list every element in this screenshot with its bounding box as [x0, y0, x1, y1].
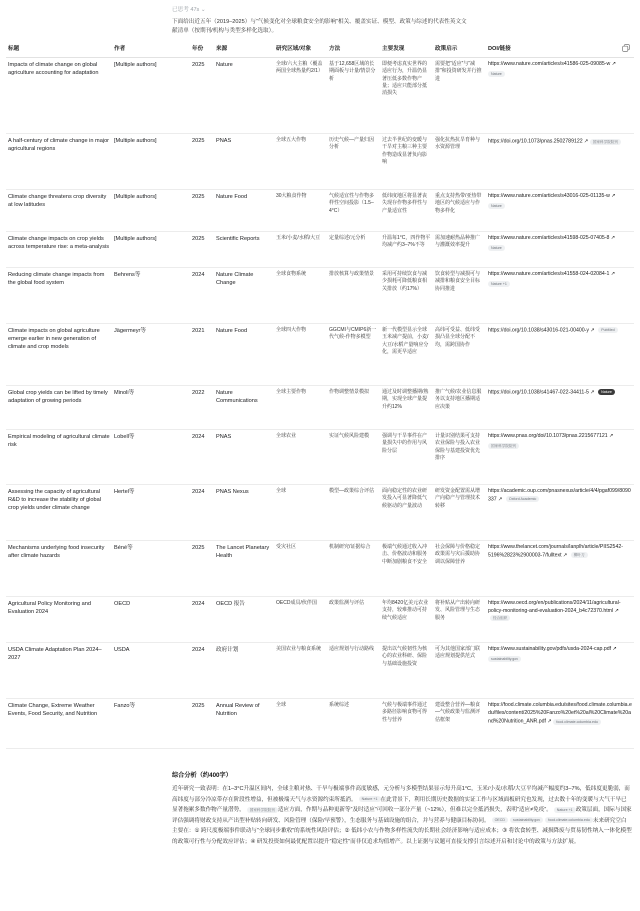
cell-findings: 面向稳定性的农业研发投入可显著降低气候驱动的产量波动	[380, 485, 433, 541]
cell-source: Annual Review of Nutrition	[214, 699, 274, 749]
table-row	[6, 386, 634, 430]
table-row	[6, 324, 634, 386]
source-badge[interactable]: Oxford Academic	[506, 496, 539, 502]
source-badge[interactable]: 国家科学院院刊	[590, 139, 621, 145]
cell-region: 美国农业与粮食系统	[274, 643, 327, 699]
cell-link	[486, 190, 634, 232]
cell-policy: 强化抗热抗旱育种与水资源管理	[433, 134, 486, 190]
cell-link	[486, 324, 634, 386]
cell-link	[486, 541, 634, 597]
cell-findings: 通过及时调整播期/熟期，实现全球产量提升约12%	[380, 386, 433, 430]
table-row	[6, 134, 634, 190]
doi-link[interactable]: https://www.nature.com/articles/s41558-024-02084-1 ↗	[488, 271, 616, 278]
cell-policy: 社会保障与价格稳定政策需与灾后援助协调以保障营养	[433, 541, 486, 597]
cell-year: 2024	[190, 643, 214, 699]
cell-year: 2022	[190, 386, 214, 430]
cell-method: 模型—政策综合评估	[327, 485, 380, 541]
table-row	[6, 485, 634, 541]
citation-badge[interactable]: Nature +1	[359, 796, 381, 802]
doi-link[interactable]: https://www.oecd.org/en/publications/2024/11/agricultural-policy-monitoring-and-evaluation-2024_b4c72370.html ↗	[488, 600, 621, 614]
cell-method: GGCMI与CMIP6新一代气候-作物多模型	[327, 324, 380, 386]
cell-policy: 需要把“适应”与“减排”和投资研发并行推进	[433, 58, 486, 134]
table-row	[6, 430, 634, 485]
doi-link[interactable]: https://doi.org/10.1038/s41467-022-34411-5 ↗	[488, 389, 595, 396]
cell-method: 排放核算与政策情景	[327, 268, 380, 324]
table-row	[6, 699, 634, 749]
column-header: 方法	[327, 43, 380, 58]
cell-policy: 重点支持热带/亚热带地区的气候适应与作物多样化	[433, 190, 486, 232]
table-row	[6, 58, 634, 134]
cell-authors: Hertel等	[112, 485, 190, 541]
summary-text: 未来研究空白主要在：① 跨尺度极端事件联动与“全球同步歉收”的系统性风险评估；② 低纬小农与作物多样性流失的长期社会经济影响与适应成本；③ 将饮食转型、减损降废与贸易韧性纳入一体化模型的政策可行性与分配效应评估；④ 研发投资如何最优配置以提升“稳定性”而非仅追求均值增产。以上证据与议题可直接支撑引言综述开启和讨论中的政策与方法扩展。	[172, 817, 632, 846]
doi-link[interactable]: https://www.sustainability.gov/pdfs/usda-2024-cap.pdf ↗	[488, 646, 617, 653]
column-header: 主要发现	[380, 43, 433, 58]
cell-region: 全球四大作物	[274, 324, 327, 386]
cell-year: 2024	[190, 597, 214, 643]
cell-policy: 研发资金配置需从增产向稳产与管理技术转移	[433, 485, 486, 541]
cell-source: Nature Food	[214, 324, 274, 386]
cell-source: Nature Food	[214, 190, 274, 232]
cell-policy: 高纬可受益、低纬受损凸显全球分配不均，需跨国协作	[433, 324, 486, 386]
source-badge[interactable]: Nature	[598, 389, 615, 395]
doi-link[interactable]: https://www.nature.com/articles/s43016-025-01135-w ↗	[488, 193, 616, 200]
cell-authors: [Multiple authors]	[112, 190, 190, 232]
source-badge[interactable]: PubMed	[598, 327, 617, 333]
cell-authors: [Multiple authors]	[112, 58, 190, 134]
cell-title: Empirical modeling of agricultural climate risk	[6, 430, 112, 485]
table-row	[6, 597, 634, 643]
source-badge[interactable]: 国家科学院院刊	[488, 443, 519, 449]
cell-year: 2024	[190, 485, 214, 541]
cell-authors: Fanzo等	[112, 699, 190, 749]
table-row	[6, 232, 634, 268]
cell-title: A half-century of climate change in major agricultural regions	[6, 134, 112, 190]
cell-findings: 过去半世纪的变暖与干旱对主粮三种主要作物造成显著负向影响	[380, 134, 433, 190]
cell-region: 全球食物系统	[274, 268, 327, 324]
doi-link[interactable]: https://academic.oup.com/pnasnexus/article/4/4/pgaf099/8090337 ↗	[488, 488, 631, 503]
cell-source: PNAS	[214, 134, 274, 190]
column-header: 作者	[112, 43, 190, 58]
cell-method: 机制研究/证据综合	[327, 541, 380, 597]
cell-title: Agricultural Policy Monitoring and Evaluation 2024	[6, 597, 112, 643]
cell-findings: 采用可持续饮食与减少损耗可降低粮食相关排放（约17%）	[380, 268, 433, 324]
cell-findings: 提出以气候韧性为核心的农业科研、保险与基础设施投资	[380, 643, 433, 699]
cell-method: 作物调整情景模拟	[327, 386, 380, 430]
source-badge[interactable]: Nature	[488, 203, 505, 209]
table-row	[6, 643, 634, 699]
source-badge[interactable]: food.climate.columbia.edu	[553, 719, 601, 725]
cell-source: The Lancet Planetary Health	[214, 541, 274, 597]
cell-year: 2025	[190, 190, 214, 232]
cell-link	[486, 58, 634, 134]
cell-link	[486, 386, 634, 430]
cell-year: 2025	[190, 58, 214, 134]
cell-link	[486, 485, 634, 541]
cell-authors: Minoli等	[112, 386, 190, 430]
cell-authors: Béné等	[112, 541, 190, 597]
table-row	[6, 268, 634, 324]
cell-findings: 极端气候通过收入冲击、价格波动和服务中断加剧粮食不安全	[380, 541, 433, 597]
cell-policy: 需加速耐热品种推广与灌溉效率提升	[433, 232, 486, 268]
cell-method: 定量综述/元分析	[327, 232, 380, 268]
cell-method: 适应规划与行动路线	[327, 643, 380, 699]
cell-authors: USDA	[112, 643, 190, 699]
cell-region: 30大粮食作物	[274, 190, 327, 232]
column-header: DOI/链接	[486, 43, 634, 58]
cell-year: 2025	[190, 541, 214, 597]
cell-year: 2025	[190, 232, 214, 268]
cell-link	[486, 699, 634, 749]
table-header-row	[6, 43, 634, 58]
source-badge[interactable]: Nature	[488, 245, 505, 251]
doi-link[interactable]: https://www.nature.com/articles/s41586-025-09085-w ↗	[488, 61, 617, 68]
cell-region: 全球	[274, 485, 327, 541]
cell-method: 历史气候—产量归因分析	[327, 134, 380, 190]
cell-region: OECD成员/伙伴国	[274, 597, 327, 643]
cell-findings: 升温每1°C，四作物平均减产约3–7%不等	[380, 232, 433, 268]
cell-link	[486, 430, 634, 485]
cell-source: Nature	[214, 58, 274, 134]
source-badge[interactable]: 经合组织	[490, 615, 510, 621]
references-table	[6, 43, 634, 749]
cell-source: PNAS Nexus	[214, 485, 274, 541]
source-badge[interactable]: Nature +1	[488, 281, 510, 287]
cell-policy: 饮食转型与减损可与减排和粮食安全目标协同推进	[433, 268, 486, 324]
doi-link[interactable]: https://food.climate.columbia.edu/sites/food.climate.columbia.edu/files/content/2025%20Fanzo%20et%20al%20Climate%20and%20Nutrition_ANR.pdf ↗	[488, 702, 632, 725]
summary-text: 政策层面，国际与国家评估强调将财政支持从产出型补贴转向研发、风险管理（保险/早预警），生态服务与基础设施的组合，并与营养与健康目标协同。	[172, 807, 632, 824]
cell-title: Climate change threatens crop diversity at low latitudes	[6, 190, 112, 232]
cell-authors: Behrens等	[112, 268, 190, 324]
cell-region: 玉米/小麦/水稻/大豆	[274, 232, 327, 268]
source-badge[interactable]: sustainability.gov	[488, 656, 521, 662]
cell-region: 受灾社区	[274, 541, 327, 597]
cell-link	[486, 597, 634, 643]
cell-authors: OECD	[112, 597, 190, 643]
cell-authors: [Multiple authors]	[112, 134, 190, 190]
doi-link[interactable]: https://www.thelancet.com/journals/lanplh/article/PIIS2542-5196%2823%2900003-7/fulltext ↗	[488, 544, 623, 559]
summary-paragraph	[172, 784, 632, 848]
intro-paragraph: 下面给出近五年（2019–2025）与“气候变化对全球粮食安全的影响”相关、覆盖实证、模型、政策与综述的代表性英文文献清单（按期刊/机构与类型多样化选取）。	[172, 19, 467, 35]
cell-region: 全球/六大主粮（覆盖两国全球热量约2/1）	[274, 58, 327, 134]
cell-source: Nature Communications	[214, 386, 274, 430]
cell-title: Climate Change, Extreme Weather Events, Food Security, and Nutrition	[6, 699, 112, 749]
citation-badge[interactable]: 国家科学院院刊	[247, 807, 278, 813]
cell-year: 2025	[190, 134, 214, 190]
cell-title: Assessing the capacity of agricultural R&D to increase the stability of global crop yields under climate change	[6, 485, 112, 541]
column-header: 年份	[190, 43, 214, 58]
cell-year: 2025	[190, 699, 214, 749]
cell-source: Nature Climate Change	[214, 268, 274, 324]
citation-badge[interactable]: OECD	[492, 817, 508, 823]
references-toggle[interactable]: 已思考 47s ⌄	[172, 7, 206, 13]
cell-title: Impacts of climate change on global agriculture accounting for adaptation	[6, 58, 112, 134]
cell-region: 全球五大作物	[274, 134, 327, 190]
source-badge[interactable]: 柳叶刀	[571, 552, 588, 558]
cell-method: 政策监测与评估	[327, 597, 380, 643]
cell-title: Reducing climate change impacts from the global food system	[6, 268, 112, 324]
doi-link[interactable]: https://www.nature.com/articles/s41598-025-07405-8 ↗	[488, 235, 616, 242]
source-badge[interactable]: Nature	[488, 71, 505, 77]
cell-findings: 强调与干旱事件在产量损失中的作用与风险分层	[380, 430, 433, 485]
cell-year: 2024	[190, 430, 214, 485]
cell-policy: 建设整合营养—粮食—气候政策与监测评估框架	[433, 699, 486, 749]
cell-title: USDA Climate Adaptation Plan 2024–2027	[6, 643, 112, 699]
cell-findings: 气候与极端事件通过多路径影响食物可得性与营养	[380, 699, 433, 749]
cell-method: 系统综述	[327, 699, 380, 749]
cell-link	[486, 134, 634, 190]
column-header: 标题	[6, 43, 112, 58]
cell-source: PNAS	[214, 430, 274, 485]
doi-link[interactable]: https://www.pnas.org/doi/10.1073/pnas.2215677121 ↗	[488, 433, 614, 440]
summary-text: 适应方面，作期与品种更新等“及时适应”可回收一部分产量（~12%），但难以完全抵消损失，表明“适应≠免疫”。	[277, 807, 552, 814]
column-header: 政策启示	[433, 43, 486, 58]
cell-policy: 可为其他国家部门联适应规划提供范式	[433, 643, 486, 699]
cell-authors: Lobell等	[112, 430, 190, 485]
citation-badge[interactable]: sustainability.gov	[510, 817, 543, 823]
cell-source: OECD 报告	[214, 597, 274, 643]
cell-source: Scientific Reports	[214, 232, 274, 268]
doi-link[interactable]: https://doi.org/10.1073/pnas.2502789122 ↗	[488, 138, 589, 145]
cell-year: 2024	[190, 268, 214, 324]
cell-method: 实证气候风险建模	[327, 430, 380, 485]
cell-title: Climate impacts on global agriculture emerge earlier in new generation of climate and crop models	[6, 324, 112, 386]
cell-policy: 将补贴从产出转向研发、风险管理与生态服务	[433, 597, 486, 643]
cell-policy: 推广气候/农业信息服务以支持地区播期适应决策	[433, 386, 486, 430]
cell-findings: 低纬度地区将显著丧失现存作物多样性与产量适宜性	[380, 190, 433, 232]
cell-method: 基于12,658区域的长期面板与计量/情景分析	[327, 58, 380, 134]
cell-year: 2021	[190, 324, 214, 386]
citation-badge[interactable]: food.climate.columbia.edu	[545, 817, 593, 823]
summary-text: 近年研究一致表明：在1–3°C升温区间内，全球主粮对热、干旱与极端事件高度敏感，元分析与多模型结果显示每升高1°C，玉米/小麦/水稻/大豆平均减产幅度约3–7%，低纬度更脆弱，而高纬度与部分冷凉带存在阶段性增益，但被极端天气与水资源约束所抵消。	[172, 785, 630, 803]
cell-findings: 即便考虑真实世界的适应行为，升温仍显著压低多数作物产量；适应只能部分抵消损失	[380, 58, 433, 134]
cell-findings: 年均8420亿美元农业支持，较难推动可持续气候适应	[380, 597, 433, 643]
cell-link	[486, 268, 634, 324]
cell-region: 全球主要作物	[274, 386, 327, 430]
doi-link[interactable]: https://doi.org/10.1038/s43016-021-00400-y ↗	[488, 327, 595, 334]
summary-section	[172, 772, 632, 848]
table-row	[6, 541, 634, 597]
column-header: 来源	[214, 43, 274, 58]
cell-title: Global crop yields can be lifted by timely adaptation of growing periods	[6, 386, 112, 430]
cell-authors: Jägermeyr等	[112, 324, 190, 386]
cell-title: Mechanisms underlying food insecurity after climate hazards	[6, 541, 112, 597]
cell-title: Climate change impacts on crop yields across temperature rise: a meta-analysis	[6, 232, 112, 268]
summary-text: 在此背景下，利用长期历史数据的实证工作与区域面板研究也发现，过去数十年的变暖与大气干旱已显著拖累多数作物产量潜势，	[172, 796, 627, 814]
cell-region: 全球	[274, 699, 327, 749]
cell-region: 全球农业	[274, 430, 327, 485]
cell-findings: 新一代模型显示全球玉米减产提前，小麦/大豆/水稻产量响应分化，需更早适应	[380, 324, 433, 386]
cell-link	[486, 643, 634, 699]
cell-source: 政府计划	[214, 643, 274, 699]
cell-method: 气候适宜性与作物多样性空间投影（1.5–4°C）	[327, 190, 380, 232]
cell-policy: 计量识别结果可支持农业保险与投入农业保险与基建投资优先排序	[433, 430, 486, 485]
table-row	[6, 190, 634, 232]
column-header: 研究区域/对象	[274, 43, 327, 58]
citation-badge[interactable]: Nature +1	[554, 807, 576, 813]
cell-link	[486, 232, 634, 268]
summary-title: 综合分析（约400字）	[172, 772, 232, 779]
cell-authors: [Multiple authors]	[112, 232, 190, 268]
